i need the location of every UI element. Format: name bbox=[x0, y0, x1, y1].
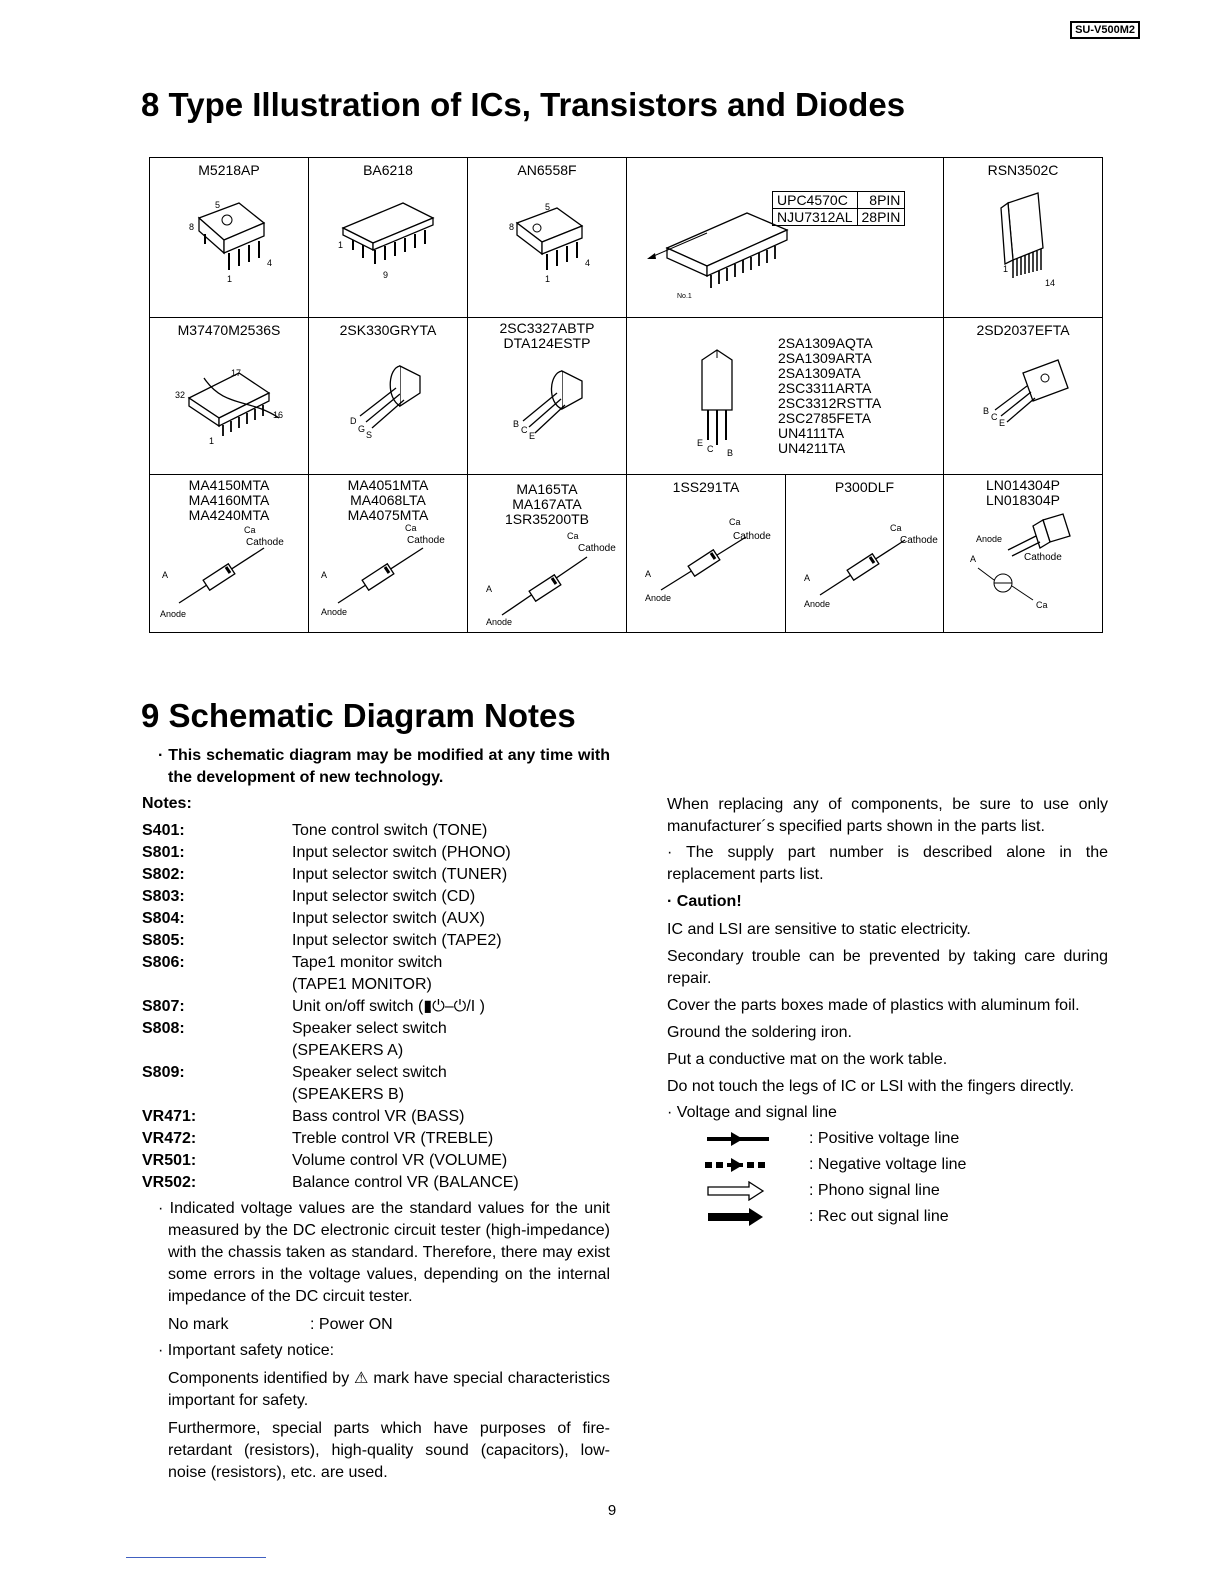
voltage-note: · Indicated voltage values are the standard values for the unit measured by the DC electronic circuit tester (high-impedance) with the chassis taken as standard. Therefore, there may exist some errors in the voltage values, depending on the internal impedance of the DC circuit tester. bbox=[158, 1200, 610, 1305]
cell-ma4051mta bbox=[309, 475, 468, 633]
signal-legend bbox=[667, 1126, 1108, 1230]
pin-label: 1 bbox=[1003, 264, 1009, 274]
caution-line: Put a conductive mat on the work table. bbox=[667, 1051, 948, 1068]
ic-sip-icon bbox=[328, 178, 448, 288]
part-label: M37470M2536S bbox=[177, 322, 281, 338]
pin-label: E bbox=[529, 431, 536, 441]
part-label: BA6218 bbox=[363, 162, 413, 178]
model-number-tag: SU-V500M2 bbox=[1070, 21, 1140, 39]
note-row: VR471: Bass control VR (BASS) bbox=[142, 1108, 465, 1125]
svg-text:Ca: Ca bbox=[244, 525, 256, 535]
part-label: M5218AP bbox=[198, 162, 260, 178]
pin-label: No.1 bbox=[677, 293, 692, 300]
signal-row: : Phono signal line bbox=[667, 1178, 1108, 1204]
signal-title: · Voltage and signal line bbox=[667, 1104, 837, 1121]
pin-label: 17 bbox=[231, 368, 242, 378]
ic-8pin-icon bbox=[169, 178, 289, 288]
pin-label: 14 bbox=[1045, 278, 1056, 288]
svg-text:Cathode: Cathode bbox=[246, 537, 284, 548]
pin-label: 1 bbox=[227, 274, 233, 284]
svg-text:Cathode: Cathode bbox=[899, 535, 938, 546]
footer-line bbox=[126, 1557, 266, 1558]
pin-label: 5 bbox=[545, 202, 551, 212]
component-illustration-table bbox=[149, 157, 1103, 633]
svg-text:Anode: Anode bbox=[321, 607, 348, 617]
svg-text:Ca: Ca bbox=[567, 531, 579, 541]
note-row: S809: Speaker select switch (SPEAKERS B) bbox=[142, 1064, 447, 1103]
part-label: 2SC3327ABTP DTA124ESTP bbox=[499, 320, 595, 351]
part-label: 2SK330GRYTA bbox=[339, 322, 437, 338]
continuation-spacer bbox=[667, 745, 1108, 789]
svg-text:A: A bbox=[321, 570, 328, 580]
pin-label: C bbox=[991, 412, 998, 422]
part-label: AN6558F bbox=[517, 162, 577, 178]
ic-dip-icon bbox=[627, 158, 807, 308]
special-parts-text: Furthermore, special parts which have purposes of fire-retardant (resistors), high-quality sound (capacitors), low-noise (resistors), etc. are used. bbox=[168, 1420, 610, 1481]
pin-label: 1 bbox=[545, 274, 551, 284]
part-label: MA4150MTA MA4160MTA MA4240MTA bbox=[188, 477, 270, 523]
svg-text:A: A bbox=[486, 584, 493, 594]
pin-label: 4 bbox=[585, 258, 591, 268]
part-label: 1SS291TA bbox=[672, 479, 740, 495]
phono-signal-line-icon bbox=[703, 1181, 773, 1201]
svg-text:Cathode: Cathode bbox=[407, 535, 445, 546]
transistor-power-icon bbox=[963, 338, 1083, 448]
ic-8pin-icon bbox=[487, 178, 607, 288]
note-row: S802: Input selector switch (TUNER) bbox=[142, 866, 508, 883]
pin-label: B bbox=[983, 406, 990, 416]
cell-1ss291ta bbox=[627, 475, 786, 633]
notes-right-column bbox=[667, 745, 1108, 1230]
svg-text:A: A bbox=[970, 554, 977, 564]
switch-notes-list bbox=[142, 820, 610, 1194]
pin-label: C bbox=[707, 444, 714, 454]
section-9-title: 9 Schematic Diagram Notes bbox=[141, 697, 576, 734]
notes-label: Notes: bbox=[142, 795, 192, 812]
supply-note: · The supply part number is described alone in the replacement parts list. bbox=[667, 844, 1109, 883]
diode-icon bbox=[472, 527, 622, 627]
transistor-to92-icon bbox=[328, 338, 448, 448]
svg-text:Ca: Ca bbox=[405, 523, 417, 533]
negative-voltage-line-icon bbox=[703, 1157, 773, 1173]
note-row: VR502: Balance control VR (BALANCE) bbox=[142, 1174, 519, 1191]
svg-text:Ca: Ca bbox=[729, 517, 741, 527]
pin-label: 1 bbox=[338, 240, 344, 250]
svg-text:Anode: Anode bbox=[160, 609, 187, 619]
note-row: VR472: Treble control VR (TREBLE) bbox=[142, 1130, 494, 1147]
pin-count-table: UPC4570C 8PIN NJU7312AL 28PIN bbox=[772, 191, 905, 226]
caution-line: Cover the parts boxes made of plastics with aluminum foil. bbox=[667, 997, 1080, 1014]
cell-ln014304p bbox=[944, 475, 1103, 633]
note-row: S401: Tone control switch (TONE) bbox=[142, 822, 488, 839]
led-icon bbox=[948, 508, 1098, 626]
svg-text:Ca: Ca bbox=[1036, 600, 1048, 610]
part-label: P300DLF bbox=[834, 479, 895, 495]
note-row: S803: Input selector switch (CD) bbox=[142, 888, 476, 905]
cell-2sk330gryta bbox=[309, 318, 468, 475]
caution-line: Do not touch the legs of IC or LSI with the fingers directly. bbox=[667, 1078, 1075, 1095]
rec-out-signal-line-icon bbox=[703, 1207, 773, 1227]
note-row: S808: Speaker select switch (SPEAKERS A) bbox=[142, 1020, 447, 1059]
warning-triangle-icon: ⚠ bbox=[353, 1370, 369, 1387]
diode-icon bbox=[313, 523, 463, 623]
transistor-upright-icon bbox=[677, 330, 777, 470]
svg-text:Anode: Anode bbox=[486, 617, 513, 627]
part-label: LN014304P LN018304P bbox=[986, 477, 1060, 508]
cell-2sd2037efta bbox=[944, 318, 1103, 475]
notes-left-column bbox=[142, 745, 610, 1484]
svg-text:Anode: Anode bbox=[645, 593, 672, 603]
svg-text:Cathode: Cathode bbox=[1024, 552, 1062, 563]
cell-dip-ics bbox=[627, 158, 944, 318]
part-label: 2SD2037EFTA bbox=[976, 322, 1070, 338]
cell-rsn3502c bbox=[944, 158, 1103, 318]
note-row: S805: Input selector switch (TAPE2) bbox=[142, 932, 502, 949]
cell-m37470m2536s bbox=[150, 318, 309, 475]
cell-ba6218 bbox=[309, 158, 468, 318]
cell-transistor-group bbox=[627, 318, 944, 475]
safety-text: Components identified by ⚠ mark have special characteristics important for safety. bbox=[168, 1370, 611, 1409]
signal-row: : Positive voltage line bbox=[667, 1126, 1108, 1152]
caution-line: IC and LSI are sensitive to static electricity. bbox=[667, 921, 971, 938]
note-row: S807: Unit on/off switch (▮⏻–⏻/I ) bbox=[142, 998, 485, 1015]
cell-p300dlf bbox=[786, 475, 944, 633]
pin-label: G bbox=[358, 424, 366, 434]
no-mark-row: No mark : Power ON bbox=[168, 1316, 393, 1333]
section-8-title: 8 Type Illustration of ICs, Transistors and Diodes bbox=[141, 86, 906, 123]
ic-dip-icon bbox=[169, 338, 289, 448]
part-label: RSN3502C bbox=[987, 162, 1059, 178]
cell-ma4150mta bbox=[150, 475, 309, 633]
diode-icon bbox=[790, 495, 940, 615]
safety-title: · Important safety notice: bbox=[158, 1342, 335, 1359]
pin-label: 5 bbox=[215, 200, 221, 210]
pin-label: S bbox=[366, 430, 373, 440]
caution-line: Secondary trouble can be prevented by taking care during repair. bbox=[667, 948, 1108, 987]
page-number: 9 bbox=[607, 1502, 617, 1519]
cell-2sc3327abtp bbox=[468, 318, 627, 475]
part-label: MA4051MTA MA4068LTA MA4075MTA bbox=[347, 477, 429, 523]
svg-text:Cathode: Cathode bbox=[733, 531, 771, 542]
intro-note: · This schematic diagram may be modified at any time with the development of new technology. bbox=[158, 747, 610, 786]
positive-voltage-line-icon bbox=[703, 1131, 773, 1147]
cell-an6558f bbox=[468, 158, 627, 318]
svg-text:A: A bbox=[162, 570, 169, 580]
pin-label: 8 bbox=[509, 222, 515, 232]
svg-text:A: A bbox=[803, 573, 810, 583]
note-row: S806: Tape1 monitor switch (TAPE1 MONITOR) bbox=[142, 954, 443, 993]
svg-text:Ca: Ca bbox=[889, 523, 902, 533]
pin-label: C bbox=[521, 425, 528, 435]
pin-label: E bbox=[999, 418, 1006, 428]
diode-icon bbox=[154, 523, 304, 623]
pin-label: 16 bbox=[273, 410, 284, 420]
pin-label: E bbox=[697, 438, 704, 448]
pin-label: 1 bbox=[209, 436, 215, 446]
svg-text:Anode: Anode bbox=[976, 534, 1003, 544]
note-row: VR501: Volume control VR (VOLUME) bbox=[142, 1152, 508, 1169]
transistor-to92-icon bbox=[487, 351, 607, 446]
svg-text:Cathode: Cathode bbox=[578, 543, 616, 554]
pin-label: B bbox=[513, 419, 520, 429]
note-row: S804: Input selector switch (AUX) bbox=[142, 910, 485, 927]
replace-note: When replacing any of components, be sure to use only manufacturer´s specified parts shown in the parts list. bbox=[667, 796, 1108, 835]
ic-hybrid-icon bbox=[963, 178, 1083, 298]
pin-label: 32 bbox=[175, 390, 186, 400]
diode-icon bbox=[631, 495, 781, 615]
signal-row: : Negative voltage line bbox=[667, 1152, 1108, 1178]
pin-label: 8 bbox=[189, 222, 195, 232]
caution-title: · Caution! bbox=[667, 893, 742, 910]
caution-line: Ground the soldering iron. bbox=[667, 1024, 852, 1041]
signal-row: : Rec out signal line bbox=[667, 1204, 1108, 1230]
transistor-part-list: 2SA1309AQTA 2SA1309ARTA 2SA1309ATA 2SC3311ARTA 2SC3312RSTTA 2SC2785FETA UN4111TA UN4211TA bbox=[778, 335, 882, 456]
pin-label: D bbox=[350, 416, 357, 426]
pin-label: 9 bbox=[383, 270, 389, 280]
pin-label: 4 bbox=[267, 258, 273, 268]
note-row: S801: Input selector switch (PHONO) bbox=[142, 844, 511, 861]
cell-ma165ta bbox=[468, 475, 627, 633]
svg-text:A: A bbox=[645, 569, 652, 579]
pin-label: B bbox=[727, 448, 734, 458]
svg-text:Anode: Anode bbox=[803, 599, 830, 609]
part-label: MA165TA MA167ATA 1SR35200TB bbox=[504, 481, 590, 527]
cell-m5218ap bbox=[150, 158, 309, 318]
